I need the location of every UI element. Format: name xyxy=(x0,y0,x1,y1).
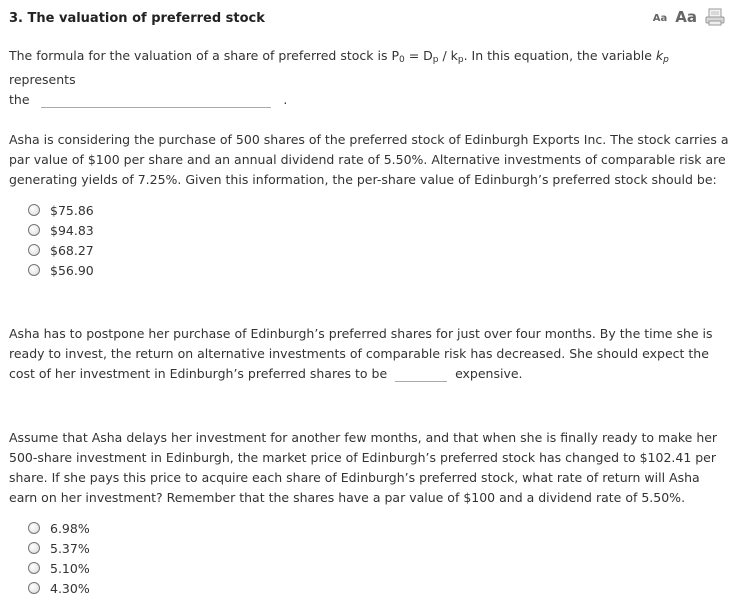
font-size-increase-button[interactable]: Aa xyxy=(675,8,697,26)
font-size-decrease-button[interactable]: Aa xyxy=(652,13,668,24)
option-5-10[interactable]: 5.10% xyxy=(28,558,90,578)
radio-button[interactable] xyxy=(28,582,40,594)
question-2-text: Asha is considering the purchase of 500 shares of the preferred stock of Edinburgh Exports Inc. The stock carries a par value of $100 per share and an annual dividend rate of 5.50%. Alternative investments of comparable risk are generating yields of 7.25%. Given this information, the per-share value of Edinburgh’s preferred stock should be: xyxy=(9,132,729,187)
question-4-text: Assume that Asha delays her investment for another few months, and that when she is finally ready to make her 500-share investment in Edinburgh, the market price of Edinburgh’s preferred stock has changed to $102.41 per share. If she pays this price to acquire each share of Edinburgh’s preferred stock, what rate of return will Asha earn on her investment? Remember that the shares have a par value of $100 and a dividend rate of 5.50%. xyxy=(9,430,718,505)
option-5-37[interactable]: 5.37% xyxy=(28,538,90,558)
cost-expectation-dropdown[interactable] xyxy=(395,366,447,382)
question-3-text: Asha has to postpone her purchase of Edinburgh’s preferred shares for just over four months. By the time she is ready to invest, the return on alternative investments of comparable risk has decreased. She should expect the cost of her investment in Edinburgh’s preferred shares to be expensive. xyxy=(9,326,713,381)
radio-button[interactable] xyxy=(28,562,40,574)
question-title: 3. The valuation of preferred stock xyxy=(9,11,265,26)
radio-button[interactable] xyxy=(28,204,40,216)
radio-button[interactable] xyxy=(28,224,40,236)
radio-button[interactable] xyxy=(28,542,40,554)
option-4-30[interactable]: 4.30% xyxy=(28,578,90,598)
print-icon[interactable] xyxy=(705,8,725,26)
question-1-text: The formula for the valuation of a share of preferred stock is $P_0 = D_p / k_p$. In this equation, the variable $k_p$ represents the . xyxy=(9,48,669,107)
radio-button[interactable] xyxy=(28,264,40,276)
radio-button[interactable] xyxy=(28,244,40,256)
toolbar xyxy=(653,8,725,26)
option-6-98[interactable]: 6.98% xyxy=(28,518,90,538)
question-header xyxy=(9,8,729,29)
radio-button[interactable] xyxy=(28,522,40,534)
option-68-27[interactable]: $68.27 xyxy=(28,240,94,260)
option-94-83[interactable]: $94.83 xyxy=(28,220,94,240)
variable-kp-dropdown[interactable] xyxy=(41,92,271,108)
question-2-options xyxy=(28,200,94,280)
option-56-90[interactable]: $56.90 xyxy=(28,260,94,280)
question-4-options xyxy=(28,518,90,598)
option-75-86[interactable]: $75.86 xyxy=(28,200,94,220)
